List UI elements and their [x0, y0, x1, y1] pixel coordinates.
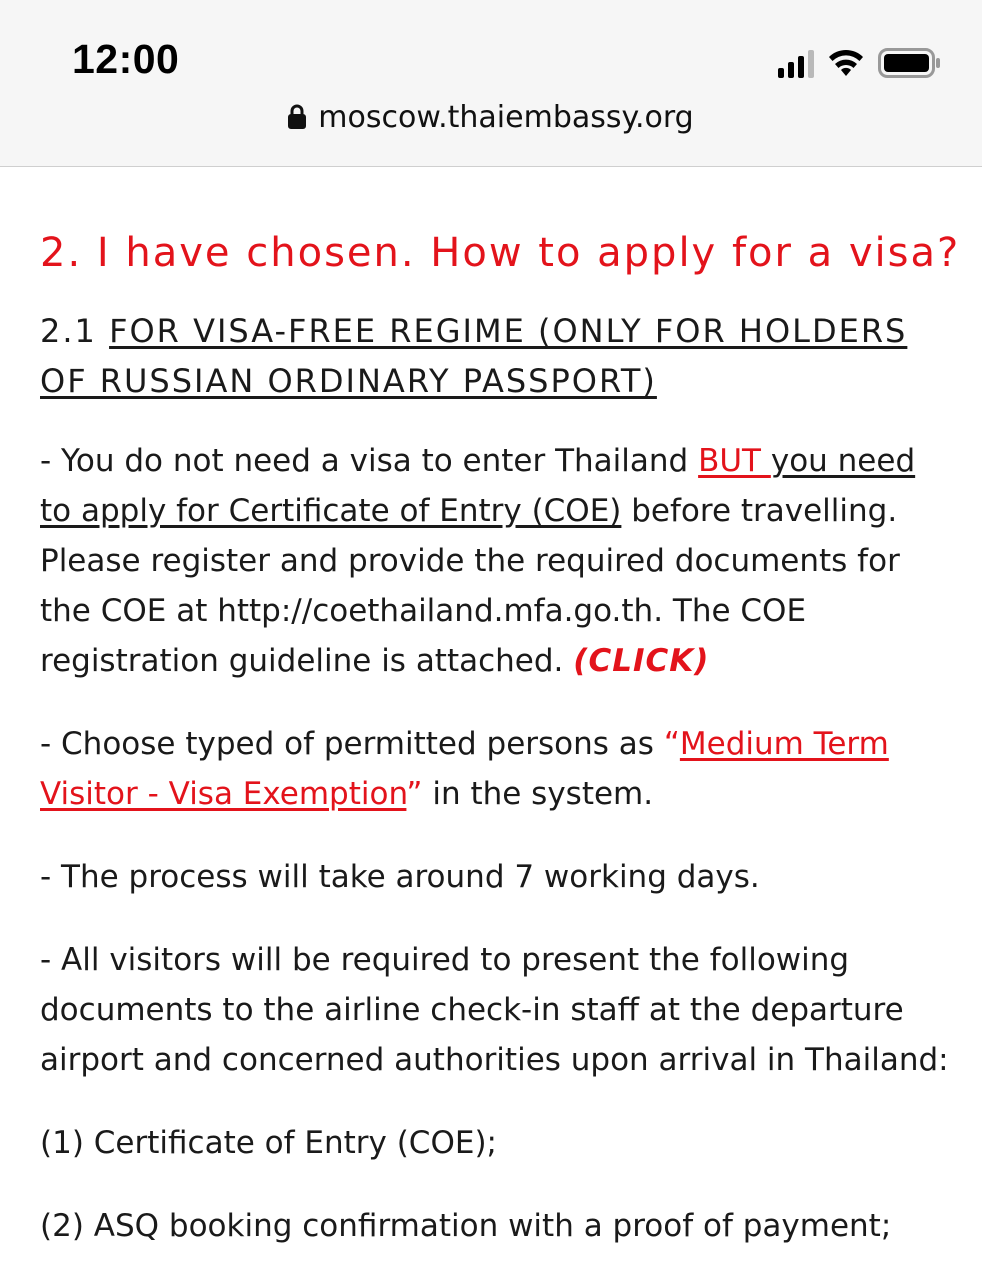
status-icons — [778, 44, 942, 78]
list-item: (2) ASQ booking confirmation with a proof of payment; — [40, 1208, 892, 1244]
subsection-number: 2.1 — [40, 312, 110, 350]
paragraph-processing-time: - The process will take around 7 working days. — [40, 859, 760, 895]
open-quote: “ — [663, 726, 680, 762]
paragraph-permitted-persons — [40, 719, 950, 819]
coe-application-link[interactable]: you need to apply for Certificate of Entry (COE) — [40, 443, 916, 529]
section-heading: 2. I have chosen. How to apply for a visa? — [40, 230, 961, 276]
cellular-signal-icon — [778, 48, 814, 78]
lock-icon — [288, 104, 306, 130]
browser-chrome — [0, 0, 982, 167]
address-bar[interactable] — [0, 100, 982, 135]
battery-icon — [878, 48, 942, 78]
status-time: 12:00 — [72, 36, 180, 82]
subsection-heading — [40, 306, 950, 406]
visa-free-regime-link[interactable]: FOR VISA-FREE REGIME (ONLY FOR HOLDERS OF RUSSIAN ORDINARY PASSPORT) — [40, 312, 908, 400]
coe-intro-text: - You do not need a visa to enter Thailand — [40, 443, 699, 479]
article-content — [40, 222, 961, 1280]
coe-instructions-text: before travelling. Please register and provide the required documents for the COE at http://coethailand.mfa.go.th. The COE registration guideline is attached. — [40, 493, 900, 679]
permitted-persons-intro: - Choose typed of permitted persons as — [40, 726, 664, 762]
permitted-persons-rest: in the system. — [422, 776, 654, 812]
list-item: (1) Certificate of Entry (COE); — [40, 1125, 497, 1161]
paragraph-required-documents: - All visitors will be required to present the following documents to the airline check-in staff at the departure airport and concerned authorities upon arrival in Thailand: — [40, 942, 949, 1078]
medium-term-visitor-link[interactable]: Medium Term Visitor - Visa Exemption — [40, 726, 889, 812]
url-text: moscow.thaiembassy.org — [318, 100, 694, 135]
paragraph-coe — [40, 436, 950, 686]
close-quote: ” — [406, 776, 423, 812]
but-text: BUT — [698, 443, 771, 479]
wifi-icon — [828, 48, 864, 78]
click-link[interactable]: (CLICK) — [573, 643, 710, 679]
